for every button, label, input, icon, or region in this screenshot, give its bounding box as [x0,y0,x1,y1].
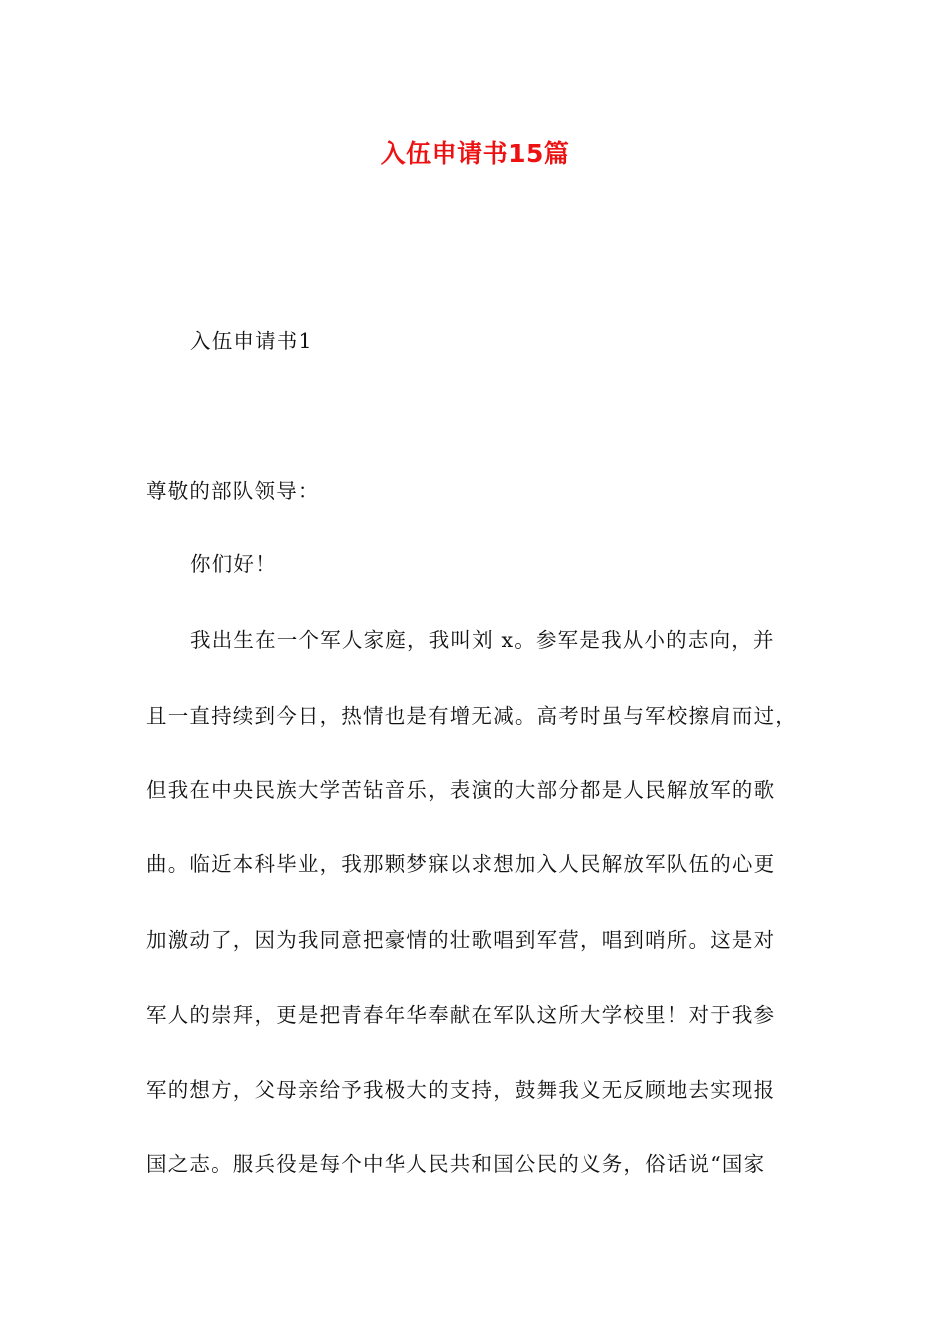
body-line: 军人的崇拜，更是把青春年华奉献在军队这所大学校里！对于我参 [146,1003,776,1027]
body-line: 曲。临近本科毕业，我那颗梦寐以求想加入人民解放军队伍的心更 [146,852,776,876]
salutation: 尊敬的部队领导： [146,479,320,503]
document-title: 入伍申请书15篇 [380,139,570,168]
body-line: 但我在中央民族大学苦钻音乐，表演的大部分都是人民解放军的歌 [146,778,776,802]
body-line: 且一直持续到今日，热情也是有增无减。高考时虽与军校擦肩而过， [146,704,797,728]
body-line: 军的想方，父母亲给予我极大的支持，鼓舞我义无反顾地去实现报 [146,1078,776,1102]
body-line: 国之志。服兵役是每个中华人民共和国公民的义务，俗话说“国家 [146,1152,766,1176]
section-heading: 入伍申请书1 [190,329,313,353]
body-line: 加激动了，因为我同意把豪情的壮歌唱到军营，唱到哨所。这是对 [146,928,776,952]
greeting: 你们好！ [190,552,277,576]
body-line: 我出生在一个军人家庭，我叫刘 x。参军是我从小的志向，并 [190,628,775,652]
